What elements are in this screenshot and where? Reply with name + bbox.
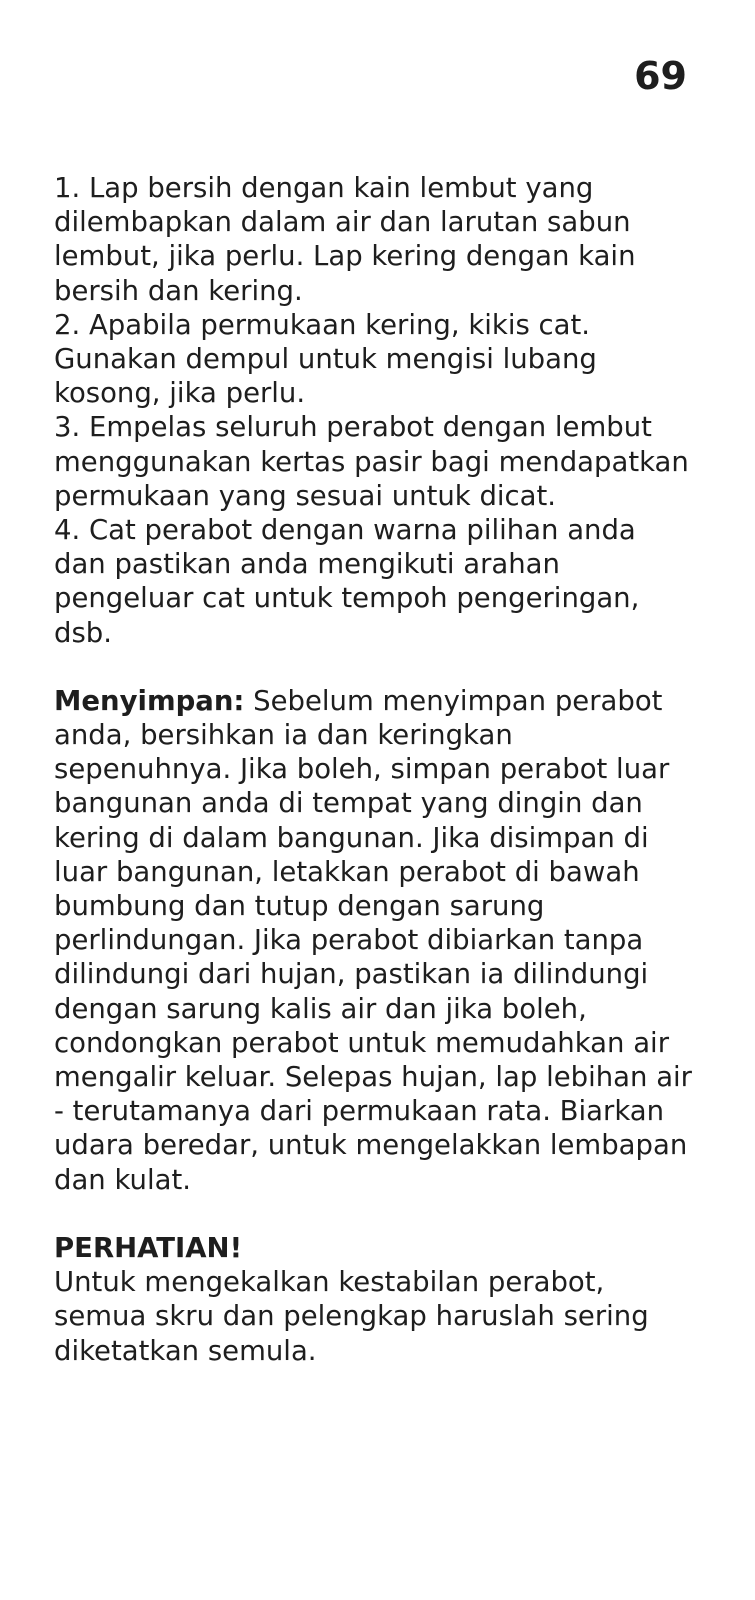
step-3: 3. Empelas seluruh perabot dengan lembut menggunakan kertas pasir bagi mendapatkan permukaan yang sesuai untuk dicat.	[54, 411, 689, 512]
step-4: 4. Cat perabot dengan warna pilihan anda dan pastikan anda mengikuti arahan pengeluar cat untuk tempoh pengeringan, dsb.	[54, 514, 640, 649]
page-number: 69	[634, 54, 687, 98]
storage-paragraph	[54, 684, 694, 1197]
step-1: 1. Lap bersih dengan kain lembut yang dilembapkan dalam air dan larutan sabun lembut, jika perlu. Lap kering dengan kain bersih dan kering.	[54, 172, 636, 307]
page-content	[54, 171, 694, 1368]
storage-label: Menyimpan:	[54, 684, 245, 717]
warning-text: Untuk mengekalkan kestabilan perabot, semua skru dan pelengkap haruslah sering diketatkan semula.	[54, 1266, 649, 1367]
spacer	[54, 1197, 694, 1231]
step-2: 2. Apabila permukaan kering, kikis cat. Gunakan dempul untuk mengisi lubang kosong, jika perlu.	[54, 308, 597, 410]
storage-text: Sebelum menyimpan perabot anda, bersihkan ia dan keringkan sepenuhnya. Jika boleh, simpan perabot luar bangunan anda di tempat yang dingin dan kering di dalam bangunan. Jika disimpan di luar bangunan, letakkan perabot di bawah bumbung dan tutup dengan sarung perlindungan. Jika perabot dibiarkan tanpa dilindungi dari hujan, pastikan ia dilindungi dengan sarung kalis air dan jika boleh, condongkan perabot untuk memudahkan air mengalir keluar. Selepas hujan, lap lebihan air - terutamanya dari permukaan rata. Biarkan udara beredar, untuk mengelakkan lembapan dan kulat.	[54, 684, 692, 1196]
warning-heading: PERHATIAN!	[54, 1231, 243, 1264]
spacer	[54, 650, 694, 684]
